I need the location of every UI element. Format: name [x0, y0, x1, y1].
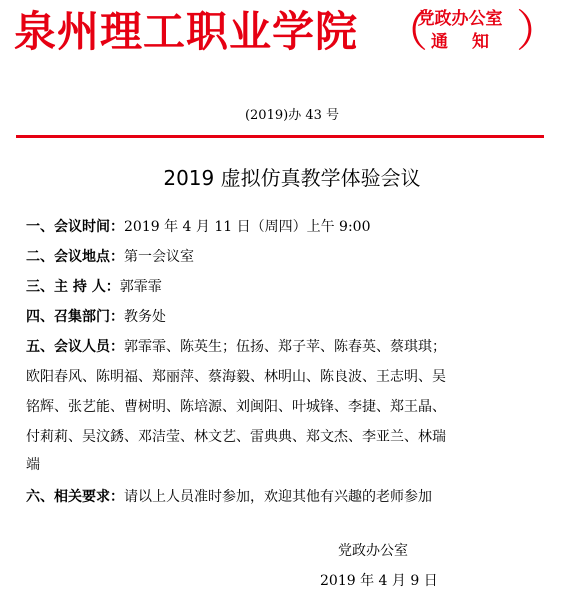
attendees-line: 端 — [26, 457, 40, 473]
section-requirements — [26, 486, 432, 506]
section-time — [26, 216, 371, 236]
office-name: 党政办公室 — [417, 9, 503, 29]
section-label: 二、会议地点： — [26, 249, 124, 265]
attendees-line: 铭辉、张艺能、曹树明、陈培源、刘闽阳、叶城锋、李捷、郑王晶、 — [26, 399, 446, 415]
section-value: 郭霏霏 — [119, 279, 162, 295]
signature-org: 党政办公室 — [338, 543, 408, 559]
document-title: 2019 虚拟仿真教学体验会议 — [163, 166, 421, 190]
attendees-line: 欧阳春风、陈明福、郑丽萍、蔡海毅、林明山、陈良波、王志明、吴 — [26, 369, 446, 385]
notice-label: 通知 — [431, 32, 513, 52]
school-name: 泉州理工职业学院 — [14, 7, 359, 56]
section-label: 四、召集部门： — [26, 309, 124, 325]
header-paren-open: （ — [384, 6, 428, 57]
section-label: 一、会议时间： — [26, 219, 124, 235]
section-value: 第一会议室 — [124, 249, 194, 265]
office-title — [404, 8, 516, 54]
signature-date: 2019 年 4 月 9 日 — [320, 573, 438, 589]
section-label: 五、会议人员： — [26, 339, 124, 355]
section-location — [26, 246, 194, 266]
section-host — [26, 276, 162, 296]
section-value: 教务处 — [124, 309, 166, 325]
document-number: (2019)办 43 号 — [244, 108, 340, 123]
section-label: 三、主 持 人： — [26, 279, 120, 295]
section-attendees — [26, 336, 446, 356]
section-label: 六、相关要求： — [26, 489, 124, 505]
section-value: 请以上人员准时参加，欢迎其他有兴趣的老师参加 — [124, 489, 432, 505]
red-divider — [16, 135, 544, 138]
attendees-line: 付莉莉、吴汶銹、邓洁莹、林文艺、雷典典、郑文杰、李亚兰、林瑞 — [26, 429, 446, 445]
header-paren-close: ） — [516, 6, 560, 57]
section-department — [26, 306, 166, 326]
section-value: 2019 年 4 月 11 日（周四）上午 9:00 — [124, 219, 371, 235]
section-value: 郭霏霏、陈英生；伍扬、郑子苹、陈春英、蔡琪琪； — [124, 339, 446, 355]
